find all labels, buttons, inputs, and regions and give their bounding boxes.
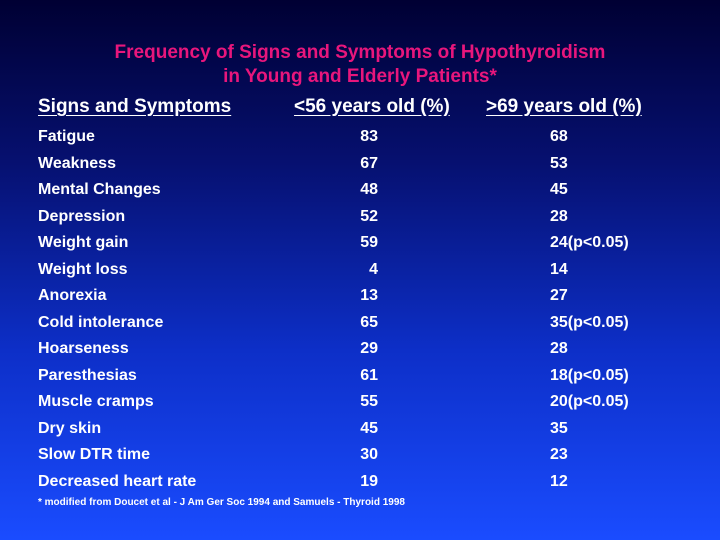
old-value-cell: 45 (550, 181, 568, 198)
symptom-cell: Weight gain (38, 234, 129, 251)
old-value-cell: 28 (550, 340, 568, 357)
table-row (0, 442, 720, 469)
symptom-cell: Weakness (38, 154, 116, 172)
table-row (0, 151, 720, 178)
symptom-cell: Cold intolerance (38, 313, 164, 331)
old-value-cell: 23 (550, 446, 568, 463)
young-value-cell: 65 (360, 313, 378, 331)
symptom-cell: Dry skin (38, 419, 102, 437)
footnote: * modified from Doucet et al - J Am Ger Soc 1994 and Samuels - Thyroid 1998 (38, 497, 405, 508)
old-value-cell: 35(p<0.05) (550, 313, 629, 331)
young-value-cell: 30 (360, 446, 378, 463)
symptom-cell: Mental Changes (38, 181, 161, 198)
table-row (0, 363, 720, 390)
symptom-cell: Paresthesias (38, 366, 137, 384)
table-row (0, 310, 720, 337)
table-row (0, 124, 720, 151)
young-value-cell: 55 (360, 393, 378, 410)
table-row (0, 283, 720, 310)
table-row (0, 257, 720, 284)
table-body (0, 124, 720, 495)
column-header-young: <56 years old (%) (294, 96, 450, 117)
column-header-old: >69 years old (%) (486, 96, 642, 117)
table-row (0, 177, 720, 204)
symptom-cell: Decreased heart rate (38, 472, 197, 490)
young-value-cell: 45 (360, 419, 378, 437)
young-value-cell: 52 (360, 207, 378, 225)
title-line-1: Frequency of Signs and Symptoms of Hypothyroidism (114, 42, 606, 63)
symptom-cell: Muscle cramps (38, 393, 154, 410)
young-value-cell: 48 (360, 181, 378, 198)
old-value-cell: 53 (550, 154, 568, 172)
symptom-cell: Slow DTR time (38, 446, 151, 463)
old-value-cell: 14 (550, 260, 568, 278)
young-value-cell: 19 (360, 472, 378, 490)
old-value-cell: 24(p<0.05) (550, 234, 629, 251)
table-row (0, 204, 720, 231)
symptom-cell: Fatigue (38, 128, 95, 145)
young-value-cell: 83 (360, 128, 378, 145)
old-value-cell: 20(p<0.05) (550, 393, 629, 410)
table-row (0, 416, 720, 443)
symptom-cell: Depression (38, 207, 126, 225)
old-value-cell: 35 (550, 419, 568, 437)
young-value-cell: 67 (360, 154, 378, 172)
young-value-cell: 61 (360, 366, 378, 384)
table-header (0, 96, 720, 122)
young-value-cell: 4 (369, 260, 378, 278)
young-value-cell: 29 (360, 340, 378, 357)
old-value-cell: 27 (550, 287, 568, 304)
column-header-symptoms: Signs and Symptoms (38, 96, 232, 117)
table-row (0, 336, 720, 363)
slide-title (0, 41, 720, 89)
old-value-cell: 18(p<0.05) (550, 366, 629, 384)
table-row (0, 469, 720, 496)
table-row (0, 389, 720, 416)
symptom-cell: Hoarseness (38, 340, 129, 357)
table-row (0, 230, 720, 257)
young-value-cell: 59 (360, 234, 378, 251)
young-value-cell: 13 (360, 287, 378, 304)
symptom-cell: Weight loss (38, 260, 128, 278)
symptom-cell: Anorexia (38, 287, 107, 304)
title-line-2: in Young and Elderly Patients* (223, 66, 497, 87)
old-value-cell: 28 (550, 207, 568, 225)
old-value-cell: 12 (550, 472, 568, 490)
old-value-cell: 68 (550, 128, 568, 145)
